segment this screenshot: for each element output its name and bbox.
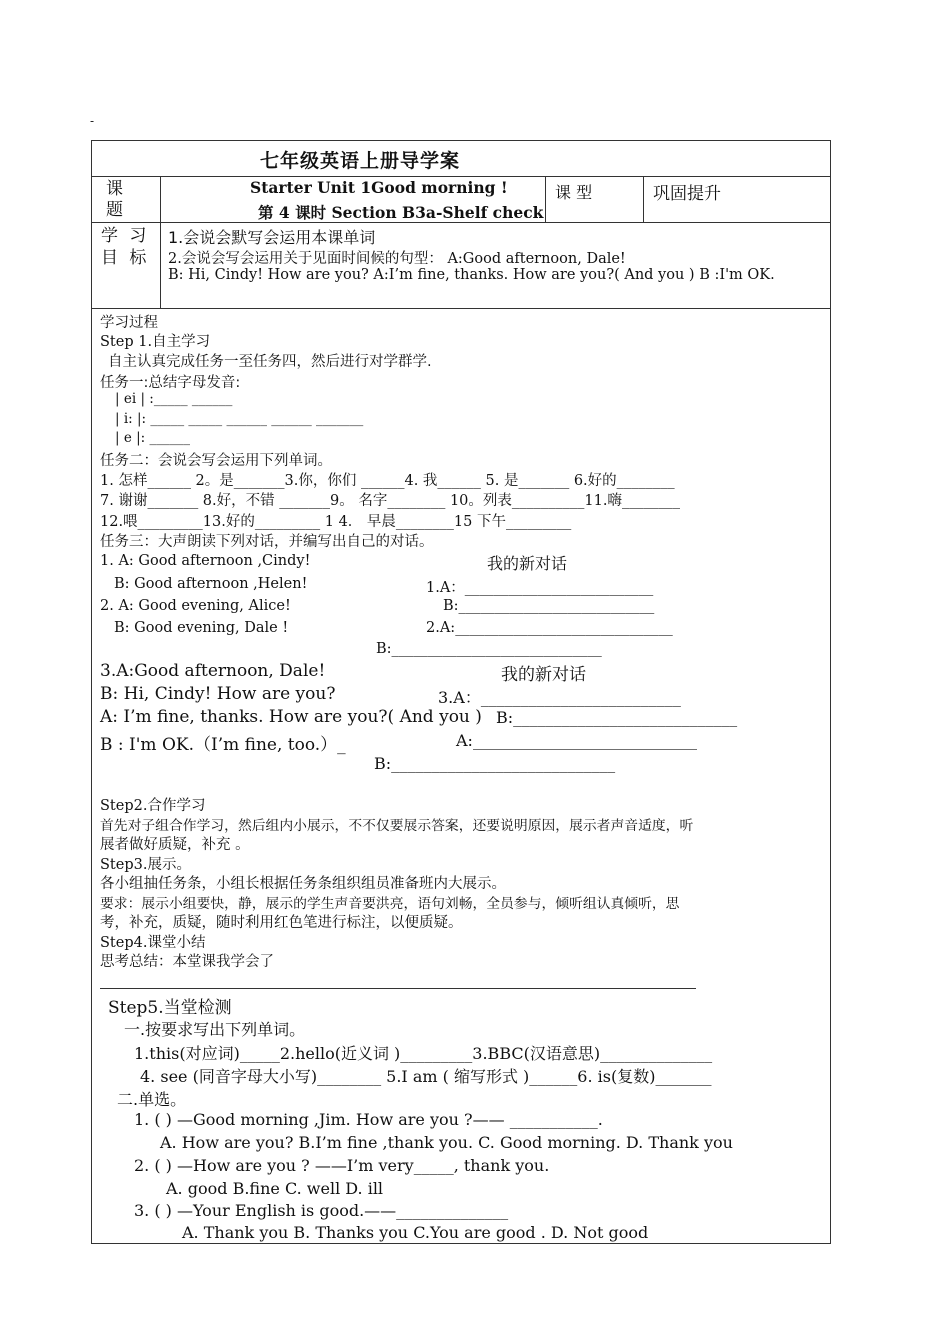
dialog-line: A: I’m fine, thanks. How are you?( And you ) xyxy=(100,707,482,727)
page-title: 七年级英语上册导学案 xyxy=(260,150,461,172)
word-line: 7. 谢谢_______ 8.好，不错 _______9。 名字________ 10。列表__________11.嗨________ xyxy=(100,493,680,509)
dialog-line: 3.A:Good afternoon, Dale! xyxy=(100,661,326,681)
blank-line: B:____________________________ xyxy=(374,754,616,773)
mc-options: A. good B.fine C. well D. ill xyxy=(166,1179,384,1198)
blank-line: 3.A：_________________________ xyxy=(438,688,681,707)
mc-options: A. Thank you B. Thanks you C.You are good . D. Not good xyxy=(182,1223,649,1242)
step2-desc: 展者做好质疑，补充 。 xyxy=(100,837,250,853)
step1-desc: 自主认真完成任务一至任务四，然后进行对学群学. xyxy=(108,354,432,370)
goal-2: 2.会说会写会运用关于见面时间候的句型： A:Good afternoon, Dale! xyxy=(168,251,626,267)
my-dialog-heading: 我的新对话 xyxy=(501,665,586,685)
blank-line: 1.A：__________________________ xyxy=(426,580,654,596)
step4-desc: 思考总结：本堂课我学会了 xyxy=(100,954,274,970)
part2-heading: 二.单选。 xyxy=(117,1090,187,1109)
col-divider xyxy=(545,176,546,222)
word-question: 1.this(对应词)_____2.hello(近义词 )_________3.BBC(汉语意思)______________ xyxy=(134,1044,713,1063)
blank-line: A:____________________________ xyxy=(456,731,697,750)
row-divider xyxy=(91,308,831,309)
step3-desc: 要求：展示小组要快，静，展示的学生声音要洪亮，语句刘畅，全员参与，倾听组认真倾听，思 xyxy=(100,896,680,912)
dialog-line: B: Hi, Cindy! How are you? xyxy=(100,684,336,704)
mc-options: A. How are you? B.I’m fine ,thank you. C. Good morning. D. Thank you xyxy=(160,1133,733,1152)
word-line: 12.喂_________13.好的_________ 1 4． 早晨________15 下午_________ xyxy=(100,514,572,530)
mc-question: 2. ( ) —How are you ? ——I’m very_____, thank you. xyxy=(134,1156,550,1175)
word-line: 1. 怎样______ 2。是_______3.你，你们 ______4. 我______ 5. 是_______ 6.好的________ xyxy=(100,473,675,489)
mc-question: 3. ( ) —Your English is good.——______________ xyxy=(134,1201,509,1220)
topic-label: 课 题 xyxy=(106,179,125,220)
blank-line: 2.A:______________________________ xyxy=(426,620,673,636)
answer-line xyxy=(100,988,696,989)
task2-heading: 任务二：会说会写会运用下列单词。 xyxy=(100,453,332,469)
type-label: 课 型 xyxy=(555,183,593,202)
step1-heading: Step 1.自主学习 xyxy=(100,334,211,350)
dialog-line: B: Good evening, Dale ! xyxy=(114,620,289,636)
step3-desc: 考，补充，质疑，随时利用红色笔进行标注，以便质疑。 xyxy=(100,915,463,931)
part1-heading: 一.按要求写出下列单词。 xyxy=(124,1020,306,1039)
lesson-title: 第 4 课时 Section B3a-Shelf check xyxy=(258,203,544,222)
step2-desc: 首先对子组合作学习，然后组内小展示，不不仅要展示答案，还要说明原因，展示者声音适度，听 xyxy=(100,818,694,834)
dialog-line: B : I'm OK.（I’m fine, too.）_ xyxy=(100,735,346,755)
col-divider xyxy=(160,176,161,308)
task3-heading: 任务三：大声朗读下列对话，并编写出自己的对话。 xyxy=(100,534,434,550)
row-divider xyxy=(91,176,831,177)
step3-heading: Step3.展示。 xyxy=(100,857,191,873)
step4-heading: Step4.课堂小结 xyxy=(100,935,206,951)
blank-line: B:_____________________________ xyxy=(376,641,602,657)
phonics-line: | e |: ______ xyxy=(115,430,191,446)
col-divider xyxy=(643,176,644,222)
goal-label: 学 习 目 标 xyxy=(101,226,150,268)
step3-desc: 各小组抽任务条，小组长根据任务条组织组员准备班内大展示。 xyxy=(100,876,506,892)
step5-heading: Step5.当堂检测 xyxy=(108,998,232,1018)
phonics-line: | i: |: _____ _____ ______ ______ _______ xyxy=(115,411,364,427)
goal-1: 1.会说会默写会运用本课单词 xyxy=(168,228,376,247)
mc-question: 1. ( ) —Good morning ,Jim. How are you ?—— ___________. xyxy=(134,1110,603,1129)
my-dialog-heading: 我的新对话 xyxy=(487,554,568,573)
dialog-line: B: Good afternoon ,Helen! xyxy=(114,576,308,592)
page-dash: - xyxy=(90,114,95,128)
task1-heading: 任务一:总结字母发音: xyxy=(100,375,241,391)
step2-heading: Step2.合作学习 xyxy=(100,798,206,814)
word-question: 4. see (同音字母大小写)________ 5.I am ( 缩写形式 )______6. is(复数)_______ xyxy=(140,1067,712,1086)
phonics-line: | ei | :_____ ______ xyxy=(115,391,233,407)
dialog-line: 1. A: Good afternoon ,Cindy! xyxy=(100,553,311,569)
type-value: 巩固提升 xyxy=(653,184,721,204)
blank-line: B:____________________________ xyxy=(496,708,738,727)
process-heading: 学习过程 xyxy=(100,315,158,331)
goal-3: B: Hi, Cindy! How are you? A:I’m fine, thanks. How are you?( And you ) B :I'm OK. xyxy=(168,267,775,283)
unit-title: Starter Unit 1Good morning ! xyxy=(250,178,508,197)
blank-line: B:___________________________ xyxy=(443,598,655,614)
dialog-line: 2. A: Good evening, Alice! xyxy=(100,598,291,614)
